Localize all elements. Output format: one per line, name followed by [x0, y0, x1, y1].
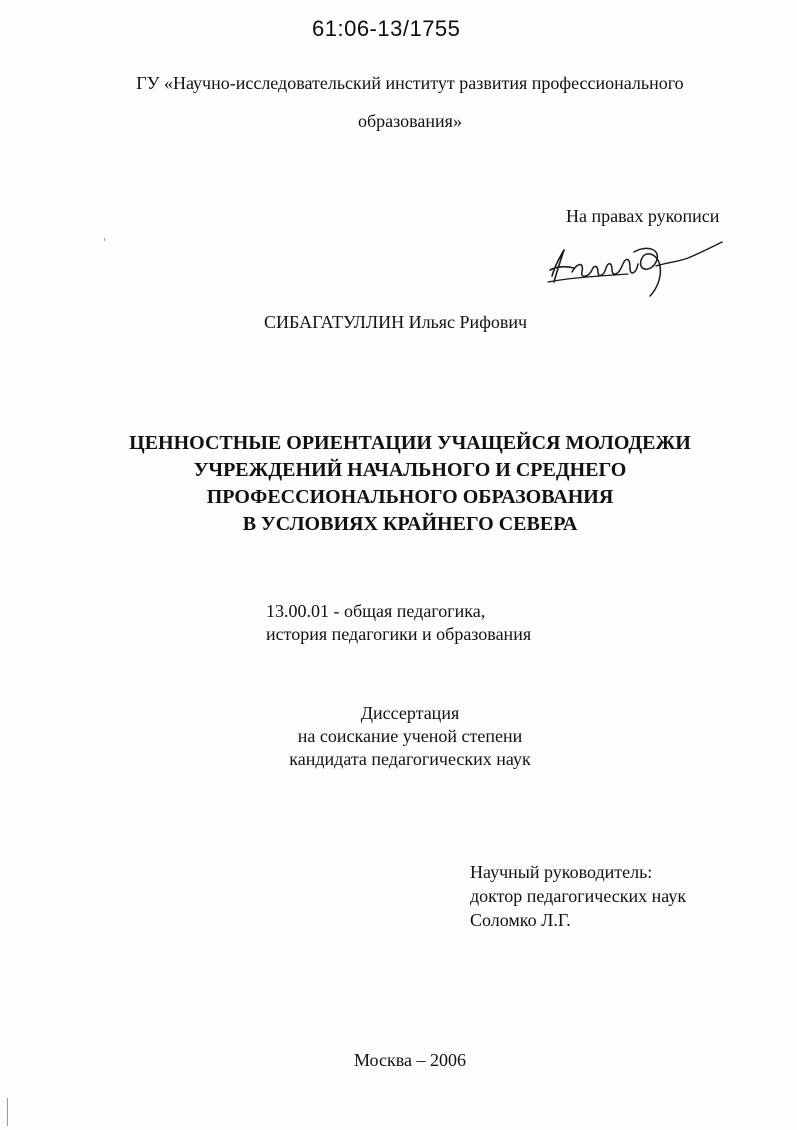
- institute-line-2: образования»: [358, 111, 462, 131]
- title-line-2: УЧРЕЖДЕНИЙ НАЧАЛЬНОГО И СРЕДНЕГО: [193, 459, 627, 481]
- advisor-line-1: Научный руководитель:: [470, 862, 653, 882]
- degree-line-1: Диссертация: [360, 703, 460, 723]
- title-line-1: ЦЕННОСТНЫЕ ОРИЕНТАЦИИ УЧАЩЕЙСЯ МОЛОДЕЖИ: [129, 432, 691, 454]
- manuscript-rights-note: На правах рукописи: [566, 206, 720, 226]
- dissertation-title: [60, 430, 760, 538]
- title-line-3: ПРОФЕССИОНАЛЬНОГО ОБРАЗОВАНИЯ: [206, 486, 614, 508]
- advisor-line-2: доктор педагогических наук: [470, 886, 687, 906]
- title-line-4: В УСЛОВИЯХ КРАЙНЕГО СЕВЕРА: [242, 513, 578, 535]
- specialty-line-1: 13.00.01 - общая педагогика,: [266, 601, 486, 621]
- degree-line-3: кандидата педагогических наук: [289, 749, 531, 769]
- degree-line-2: на соискание ученой степени: [297, 726, 523, 746]
- author-signature: [538, 232, 728, 302]
- place-and-year: Москва – 2006: [354, 1050, 466, 1070]
- institute-name: [60, 64, 760, 140]
- degree-statement: [200, 702, 620, 771]
- author-name: СИБАГАТУЛЛИН Ильяс Рифович: [264, 312, 528, 332]
- advisor-line-3: Соломко Л.Г.: [470, 910, 571, 930]
- catalog-stamp: 61:06-13/1755: [312, 16, 461, 41]
- specialty-line-2: история педагогики и образования: [266, 624, 532, 644]
- scan-artifact: [7, 1098, 8, 1126]
- scan-artifact: [104, 238, 105, 241]
- scientific-advisor: [470, 860, 686, 932]
- specialty-code: [266, 600, 531, 646]
- institute-line-1: ГУ «Научно-исследовательский институт развития профессионального: [136, 73, 684, 93]
